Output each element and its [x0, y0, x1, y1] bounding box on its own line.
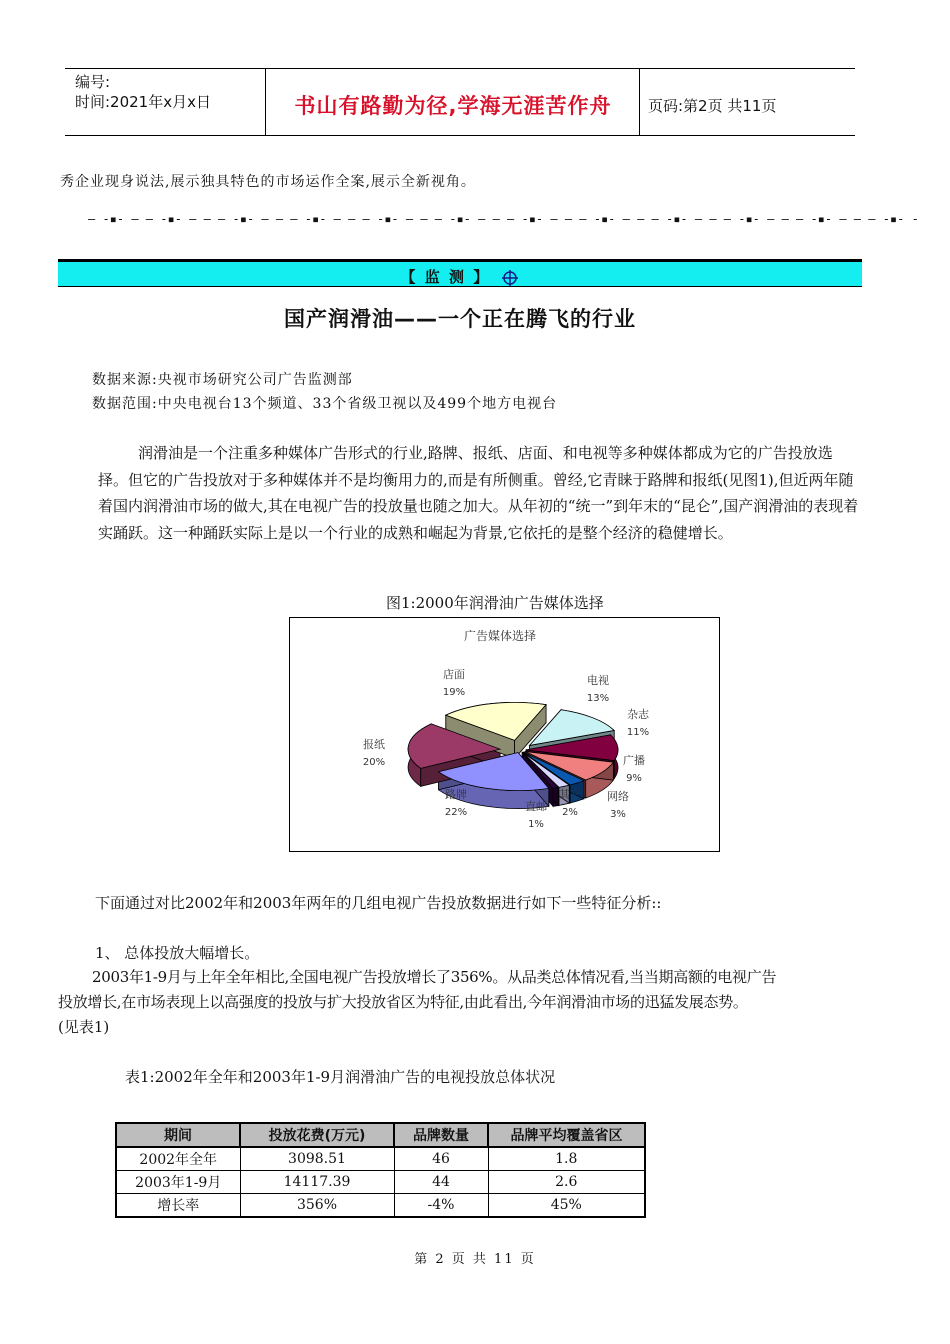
- pie-label-name: 店面: [443, 668, 465, 681]
- table-cell: 44: [394, 1171, 488, 1194]
- table-header-row: [116, 1123, 645, 1147]
- table-row: [116, 1171, 645, 1194]
- pie-label-value: 1%: [528, 819, 544, 830]
- section-band: [58, 259, 862, 287]
- article-title: 国产润滑油——一个正在腾飞的行业: [284, 307, 636, 331]
- analysis-intro: 下面通过对比2002年和2003年两年的几组电视广告投放数据进行如下一些特征分析::: [95, 894, 662, 912]
- table-row: [116, 1194, 645, 1218]
- pie-label-name: 其它: [559, 788, 581, 801]
- pie-label-name: 杂志: [627, 708, 649, 721]
- pie-label-name: 直邮: [525, 800, 547, 813]
- table-cell: 356%: [240, 1194, 394, 1218]
- intro-line: 秀企业现身说法,展示独具特色的市场运作全案,展示全新视角。: [60, 174, 476, 190]
- table-cell: 2002年全年: [116, 1147, 240, 1171]
- table-cell: 46: [394, 1147, 488, 1171]
- point1-line1: 2003年1-9月与上年全年相比,全国电视广告投放增长了356%。从品类总体情况看,当当期高额的电视广告: [92, 968, 777, 986]
- table-cell: 2003年1-9月: [116, 1171, 240, 1194]
- header-divider-left: [265, 68, 266, 136]
- figure-caption: 图1:2000年润滑油广告媒体选择: [386, 594, 604, 612]
- header-divider-right: [639, 68, 640, 136]
- page-footer: 第 2 页 共 11 页: [414, 1252, 536, 1267]
- article-paragraph: 润滑油是一个注重多种媒体广告形式的行业,路牌、报纸、店面、和电视等多种媒体都成为它的广告投放选择。但它的广告投放对于多种媒体并不是均衡用力的,而是有所侧重。曾经,它青睐于路牌和报纸(见图1),但近两年随着国内润滑油市场的做大,其在电视广告的投放量也随之加大。从年初的“统一”到年末的“昆仑”,国产润滑油的表现着实踊跃。这一种踊跃实际上是以一个行业的成熟和崛起为背景,它依托的是整个经济的稳健增长。: [98, 444, 859, 542]
- header-motto: 书山有路勤为径,学海无涯苦作舟: [294, 94, 612, 118]
- table-cell: 2.6: [488, 1171, 645, 1194]
- pie-label-value: 13%: [586, 693, 610, 704]
- table-header-cell: 品牌平均覆盖省区: [488, 1123, 645, 1147]
- pie-label-name: 路牌: [445, 788, 467, 801]
- table-cell: 增长率: [116, 1194, 240, 1218]
- point1-line3: (见表1): [58, 1018, 110, 1036]
- header-page-label: 页码:第2页 共11页: [648, 97, 777, 115]
- chart-title: 广告媒体选择: [464, 629, 537, 643]
- table-header-cell: 期间: [116, 1123, 240, 1147]
- table-header-cell: 投放花费(万元): [240, 1123, 394, 1147]
- ad-spend-table: [115, 1122, 646, 1218]
- pie-label-value: 11%: [626, 727, 650, 738]
- point1-line2: 投放增长,在市场表现上以高强度的投放与扩大投放省区为特征,由此看出,今年润滑油市场的迅猛发展态势。: [58, 993, 748, 1011]
- pie-label-value: 22%: [444, 807, 468, 818]
- pie-chart-frame: [289, 617, 720, 852]
- table-cell: 14117.39: [240, 1171, 394, 1194]
- section-band-title: [58, 266, 862, 287]
- table-cell: 45%: [488, 1194, 645, 1218]
- table-cell: -4%: [394, 1194, 488, 1218]
- header-top-rule: [65, 68, 855, 69]
- pie-label-name: 报纸: [363, 738, 385, 751]
- pie-label-name: 网络: [607, 790, 629, 803]
- pie-label-value: 9%: [626, 773, 642, 784]
- pie-label-value: 3%: [610, 809, 626, 820]
- crosshair-icon: [501, 269, 519, 287]
- header-number-label: 编号:: [75, 73, 111, 91]
- table-caption: 表1:2002年全年和2003年1-9月润滑油广告的电视投放总体状况: [125, 1068, 556, 1086]
- table-cell: 1.8: [488, 1147, 645, 1171]
- section-band-label: 【 监 测 】: [400, 268, 491, 286]
- pie-label-value: 19%: [442, 687, 466, 698]
- dashed-divider: — -▪- — — -▪- — — — -▪- — — — -▪- — — — -▪- — — — -▪- — — — -▪- — — — -▪- — — — -▪- — — — -▪- — — — -▪- — — — -▪- -: [88, 212, 919, 226]
- header-bottom-rule: [65, 135, 855, 136]
- pie-label-value: 2%: [562, 807, 578, 818]
- table-header-cell: 品牌数量: [394, 1123, 488, 1147]
- table-cell: 3098.51: [240, 1147, 394, 1171]
- pie-chart: [290, 618, 721, 853]
- pie-label-name: 广播: [623, 754, 645, 767]
- header-time-label: 时间:2021年x月x日: [75, 93, 211, 111]
- pie-label-value: 20%: [362, 757, 386, 768]
- data-source: 数据来源:央视市场研究公司广告监测部: [92, 372, 353, 388]
- table-row: [116, 1147, 645, 1171]
- pie-label-name: 电视: [587, 674, 609, 687]
- data-scope: 数据范围:中央电视台13个频道、33个省级卫视以及499个地方电视台: [92, 396, 558, 412]
- point1-heading: 1、 总体投放大幅增长。: [95, 944, 260, 962]
